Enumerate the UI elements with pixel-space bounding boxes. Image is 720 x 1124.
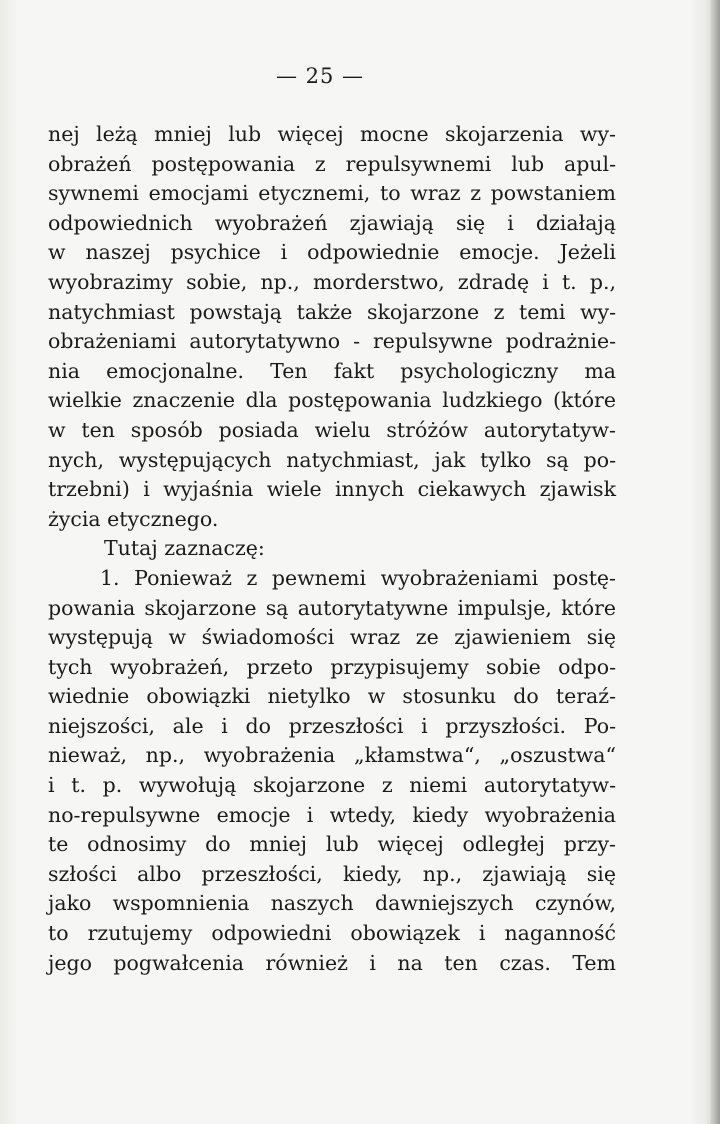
text-line: niejszości, ale i do przeszłości i przyszłości. Po- [48, 713, 616, 738]
text-line: w naszej psychice i odpowiednie emocje. Jeżeli [48, 240, 616, 265]
text-line: tych wyobrażeń, przeto przypisujemy sobie odpo- [48, 654, 616, 679]
text-line: to rzutujemy odpowiedni obowiązek i naganność [48, 921, 616, 946]
text-line: natychmiast powstają także skojarzone z temi wy- [48, 299, 616, 324]
text-line: te odnosimy do mniej lub więcej odległej przy- [48, 832, 616, 857]
text-line: nieważ, np., wyobrażenia „kłamstwa“, „oszustwa“ [48, 743, 616, 768]
text-line: występują w świadomości wraz ze zjawieniem się [48, 625, 616, 650]
text-line: w ten sposób posiada wielu stróżów autorytatyw- [48, 417, 616, 442]
text-line: powania skojarzone są autorytatywne impulsje, które [48, 595, 616, 620]
text-line: jako wspomnienia naszych dawniejszych czynów, [48, 891, 616, 916]
text-line: szłości albo przeszłości, kiedy, np., zjawiają się [48, 861, 616, 886]
text-line: Tutaj zaznaczę: [104, 536, 265, 561]
body-text [48, 120, 616, 978]
text-line: i t. p. wywołują skojarzone z niemi autorytatyw- [48, 773, 616, 798]
text-line: wiednie obowiązki nietylko w stosunku do teraź- [48, 684, 616, 709]
text-line: no-repulsywne emocje i wtedy, kiedy wyobrażenia [48, 802, 616, 827]
page-edge-shadow [710, 0, 720, 1124]
text-line: nia emocjonalne. Ten fakt psychologiczny ma [48, 358, 616, 383]
text-line: 1. Ponieważ z pewnemi wyobrażeniami postę- [100, 565, 616, 590]
text-line: odpowiednich wyobrażeń zjawiają się i działają [48, 210, 616, 235]
text-line: wielkie znaczenie dla postępowania ludzkiego (które [48, 388, 616, 413]
text-line: obrażeń postępowania z repulsywnemi lub apul- [48, 151, 616, 176]
text-line: obrażeniami autorytatywno - repulsywne podrażnie- [48, 329, 616, 354]
page-number: — 25 — [275, 64, 365, 88]
text-line: trzebni) i wyjaśnia wiele innych ciekawych zjawisk [48, 477, 616, 502]
text-line: wyobrazimy sobie, np., morderstwo, zdradę i t. p., [48, 269, 616, 294]
text-line: nych, występujących natychmiast, jak tylko są po- [48, 447, 616, 472]
text-line: życia etycznego. [48, 506, 219, 531]
text-line: jego pogwałcenia również i na ten czas. Tem [48, 950, 616, 975]
text-line: nej leżą mniej lub więcej mocne skojarzenia wy- [48, 122, 616, 146]
text-line: sywnemi emocjami etycznemi, to wraz z powstaniem [48, 181, 616, 206]
